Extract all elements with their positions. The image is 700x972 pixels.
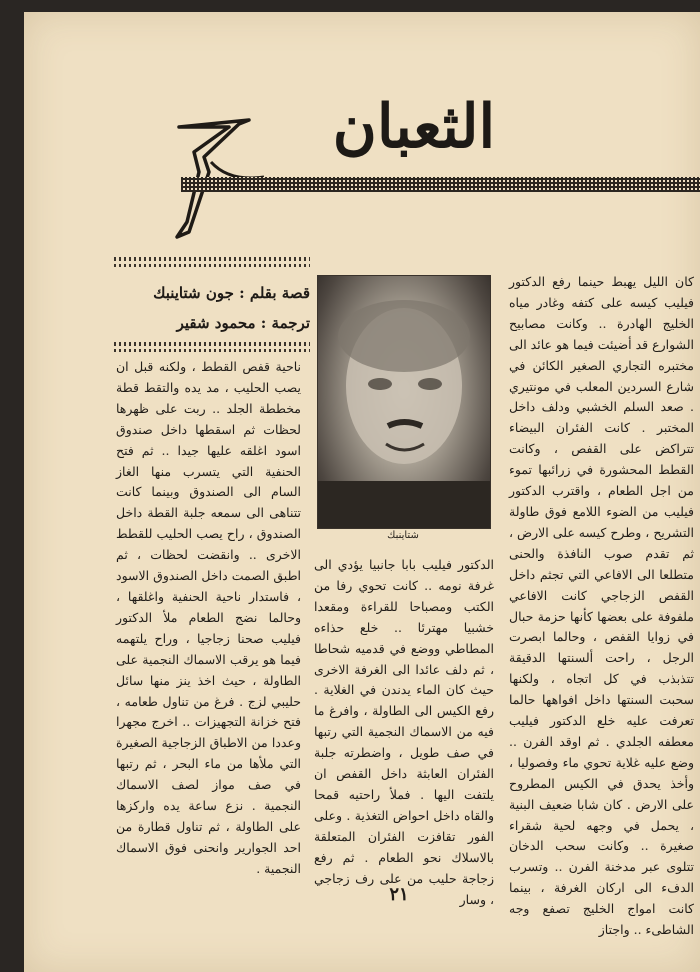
text-column-right: [509, 272, 694, 938]
photo-caption: شتاينبك: [387, 530, 419, 541]
title-underline-hatch: [181, 177, 700, 192]
paragraph: كان الليل يهبط حينما رفع الدكتور فيليب كيسه على كتفه وغادر مياه الخليج الهادرة .. وكانت مصابيح الشوارع قد أضيئت فيما هو عائد الى مختبره التجاري الصغير الكائن في شارع السردين المعلب في مونتيري . صعد السلم الخشبي ودلف داخل المختبر . كانت الفئران البيضاء تتراكض على القفص ، وكانت القطط المحشورة في زرائبها تموء من اجل الطعام ، واقترب الدكتور فيليب من الضوء اللامع فوق طاولة التشريح ، وطرح كيسه على الارض ، ثم تقدم صوب النافذة والحنى متطلعا الى الافاعي التي تجثم داخل القفص الزجاجي كانت الافاعي ملفوفة على بعضها كأنها حزمة حبال في زوايا القفص ، وحالما ابصرت الرجل ، راحت ألسنتها الدقيقة تتذبذب في كل اتجاه ، ولكنها سحبت السنتها داخل افواهها حالما تعرفت عليه خلع الدكتور فيليب معطفه الجلدي . ثم اوقد الفرن .. وضع عليه غلاية تحوي ماء وفصوليا ، وأخذ يحدق في الكيس المطروح على الارض . كان شابا ضعيف البنية ، يحمل في وجهه لحية شقراء صغيرة .. وكانت سحب الدخان تتلوى عبر مدخنة الفرن .. وتسرب الدفء الى اركان الغرفة ، بينما كانت امواج الخليج تصفع وجه الشاطىء .. واجتاز: [509, 274, 694, 938]
paragraph: ناحية قفص القطط ، ولكنه قبل ان يصب الحليب ، مد يده والتقط قطة مخططة الجلد .. ربت على ظهرها لحظات ثم اسقطها داخل صندوق اسود اغلقه عليها جيدا .. ثم فتح الحنفية التي يتسرب منها الغاز السام الى الصندوق وبينما كانت تتناهى الى سمعه جلبة القطة داخل الصندوق ، راح يصب الحليب للقطط الاخرى .. وانقضت لحظات ، ثم اطبق الصمت داخل الصندوق الاسود ، فاستدار ناحية الحنفية واغلقها ، وحالما نضج الطعام ملأ الدكتور فيليب صحنا زجاجيا ، وراح يلتهمه فيما هو يرقب الاسماك النجمية على الطاولة ، حيث اخذ ينز منها سائل حليبي لزج . فرغ من تناول طعامه ، فتح خزانة التجهيزات .. اخرج مجهرا وعددا من الاطباق الزجاجية الصغيرة التي ملأها من ماء البحر ، ثم رتبها في صف مواز لصف الاسماك النجمية . نزع ساعة يده واركزها على الطاولة ، ثم تناول قطارة من احد الجوارير وانحنى فوق الاسماك النجمية .: [116, 359, 301, 876]
author-portrait-photo: [317, 275, 491, 529]
paragraph: الدكتور فيليب بابا جانبيا يؤدي الى غرفة نومه .. كانت تحوي رفا من الكتب ومصباحا للقراءة ومقعدا خشبيا مهترئا .. خلع حذاءه المطاطي ووضع في قدميه شحاطا ، ثم دلف عائدا الى الغرفة الاخرى حيث كان الماء يدندن في الغلاية . رفع الكيس الى الطاولة ، وافرغ ما فيه من الاسماك النجمية التي رتبها في صف طويل ، واضطرته جلبة الفئران العابثة داخل القفص ان يلتفت اليها . فملأ راحتيه قمحا والقاه داخل احواض التغذية . وعلى الفور تقافزت الفئران المتعلقة بالاسلاك نحو الطعام . ثم رفع زجاجة حليب من على رف زجاجي ، وسار: [314, 557, 494, 907]
page-number: ٢١: [389, 884, 409, 905]
article-title: الثعبان: [332, 92, 496, 162]
byline-divider-bottom-2: [114, 349, 310, 352]
byline-divider-top-2: [114, 264, 310, 267]
byline-divider-bottom: [114, 342, 310, 346]
translator-credit: ترجمة : محمود شقير: [176, 314, 310, 332]
magazine-page: [24, 12, 700, 972]
portrait-silhouette: [318, 276, 490, 528]
byline-divider-top: [114, 257, 310, 261]
author-credit: قصة بقلم : جون شتاينبك: [153, 284, 310, 302]
text-column-left: [116, 357, 301, 877]
